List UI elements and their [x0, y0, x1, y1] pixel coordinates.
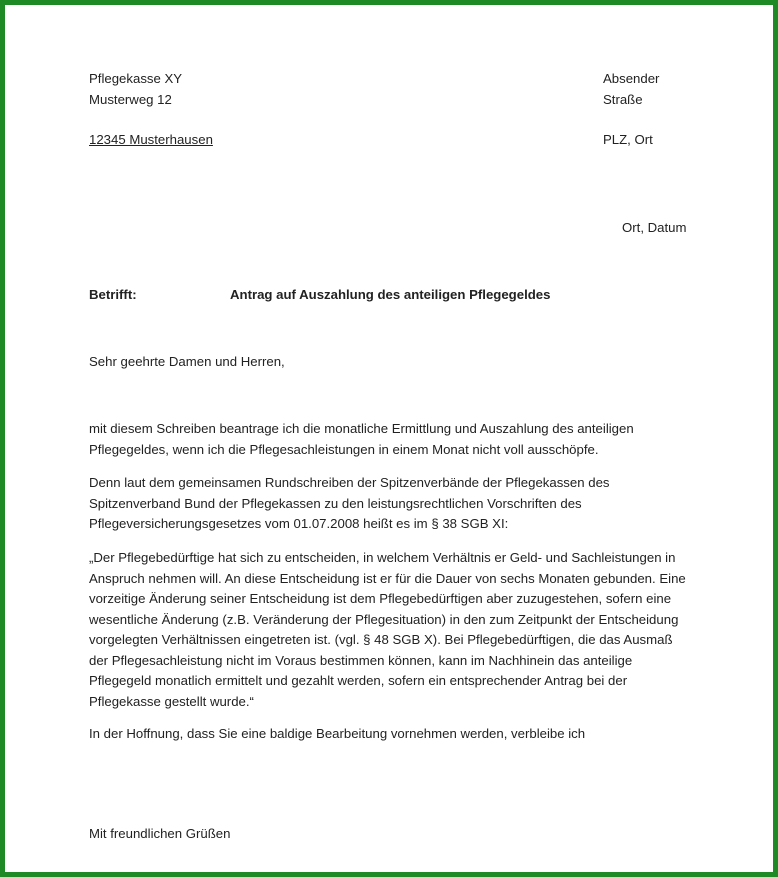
recipient-name: Pflegekasse XY: [89, 71, 183, 86]
sender-name: Absender: [603, 71, 660, 86]
paragraph-line: Pflegegeldes, wenn ich die Pflegesachleistungen in einem Monat nicht voll ausschöpfe.: [89, 441, 599, 457]
quote-line: Pflegekasse gestellt wurde.“: [89, 693, 254, 709]
recipient-street: Musterweg 12: [89, 92, 172, 107]
salutation: Sehr geehrte Damen und Herren,: [89, 354, 285, 369]
quote-line: vorzeitige Änderung seiner Entscheidung ist dem Pflegebedürftigen aber zuzugestehen, sofern eine: [89, 591, 672, 606]
quote-line: vorgelegten Verhältnissen eingetreten ist. (vgl. § 48 SGB X). Bei Pflegebedürftigen, die das Ausmaß: [89, 632, 673, 647]
closing-sentence: In der Hoffnung, dass Sie eine baldige Bearbeitung vornehmen werden, verbleibe ich: [89, 726, 586, 741]
paragraph-request: [89, 419, 699, 460]
closing-greeting: Mit freundlichen Grüßen: [89, 826, 231, 841]
paragraph-line: Spitzenverband Bund der Pflegekassen zu den leistungsrechtlichen Vorschriften des: [89, 495, 582, 511]
quote-line: Anspruch nehmen will. An diese Entscheidung ist er für die Dauer von sechs Monaten gebunden. Eine: [89, 570, 686, 586]
quote-line: Pflegegeld monatlich ermittelt und gezahlt werden, sofern ein entsprechender Antrag bei der: [89, 673, 628, 688]
paragraph-line: mit diesem Schreiben beantrage ich die monatliche Ermittlung und Auszahlung des anteiligen: [89, 421, 634, 436]
subject-text: Antrag auf Auszahlung des anteiligen Pflegegeldes: [230, 287, 551, 302]
paragraph-line: Denn laut dem gemeinsamen Rundschreiben der Spitzenverbände der Pflegekassen des: [89, 475, 610, 490]
subject-label: Betrifft:: [89, 287, 137, 302]
paragraph-line: Pflegeversicherungsgesetzes vom 01.07.2008 heißt es im § 38 SGB XI:: [89, 516, 509, 531]
recipient-city: 12345 Musterhausen: [89, 132, 213, 147]
quote-line: „Der Pflegebedürftige hat sich zu entscheiden, in welchem Verhältnis er Geld- und Sachleistungen in: [89, 550, 676, 565]
sender-street: Straße: [603, 92, 643, 107]
legal-quote: [89, 548, 699, 712]
quote-line: der Pflegesachleistung nicht im Voraus bestimmen können, kann im Nachhinein das anteilige: [89, 652, 633, 668]
quote-line: wesentliche Änderung (z.B. Veränderung der Pflegesituation) in den zum Zeitpunkt der Entscheidung: [89, 611, 679, 627]
paragraph-reference: [89, 473, 699, 535]
sender-city: PLZ, Ort: [603, 132, 653, 147]
place-date: Ort, Datum: [622, 220, 687, 235]
